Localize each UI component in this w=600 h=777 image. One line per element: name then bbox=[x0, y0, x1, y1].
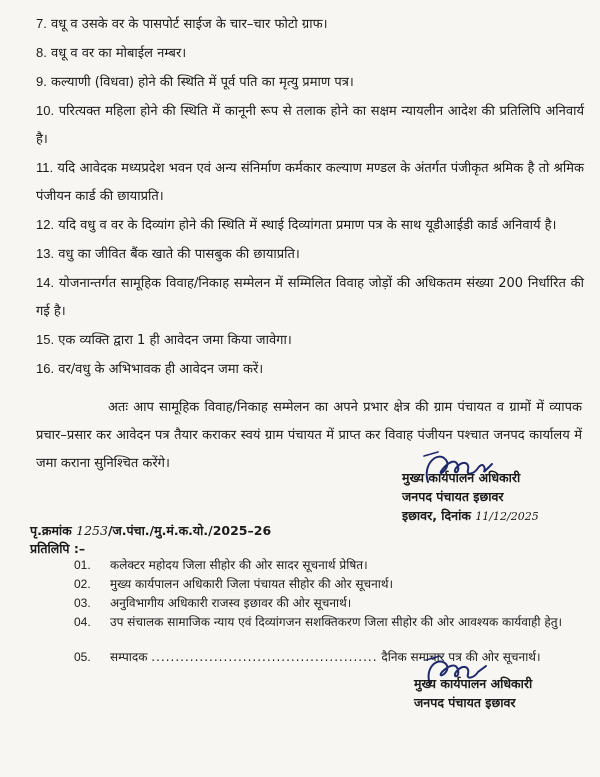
list-item: 10. परित्यक्त महिला होने की स्थिति में कानूनी रूप से तलाक होने का सक्षम न्यायलीन आदेश की प्रतिलिपि अनिवार्य है। bbox=[36, 103, 584, 147]
list-item: 14. योजनान्तर्गत सामूहिक विवाह/निकाह सम्मेलन में सम्मिलित विवाह जोड़ों की अधिकतम संख्या 200 निर्धारित की गई है। bbox=[36, 275, 584, 319]
copy-heading: प्रतिलिपि :– bbox=[30, 541, 86, 556]
list-item: 13. वधु का जीवित बैंक खाते की पासबुक की छायाप्रति। bbox=[36, 246, 300, 262]
list-item: 12. यदि वधु व वर के दिव्यांग होने की स्थिति में स्थाई दिव्यांगता प्रमाण पत्र के साथ यूडीआईडी कार्ड अनिवार्य है। bbox=[36, 217, 557, 233]
handwritten-number: 1253 bbox=[76, 523, 108, 538]
signatory-title: मुख्य कार्यपालन अधिकारी bbox=[402, 470, 521, 485]
signature-block bbox=[402, 468, 539, 526]
instruction-paragraph: अतः आप सामूहिक विवाह/निकाह सम्मेलन का अपने प्रभार क्षेत्र की ग्राम पंचायत व ग्रामों में व्यापक प्रचार–प्रसार कर आवेदन पत्र तैयार कराकर स्वयं ग्राम पंचायत में प्राप्त कर विवाह पंजीयन पश्चात जनपद कार्यालय में जमा कराना सुनिश्चित करेंगे। bbox=[36, 400, 582, 471]
signatory-office: जनपद पंचायत इछावर bbox=[414, 695, 516, 710]
list-item: 7. वधू व उसके वर के पासपोर्ट साईज के चार–चार फोटो ग्राफ। bbox=[36, 16, 328, 32]
copy-item: 02. मुख्य कार्यपालन अधिकारी जिला पंचायत सीहोर की ओर सूचनार्थ। bbox=[74, 577, 394, 591]
list-item: 9. कल्याणी (विधवा) होने की स्थिति में पूर्व पति का मृत्यु प्रमाण पत्र। bbox=[36, 74, 354, 90]
list-item: 15. एक व्यक्ति द्वारा 1 ही आवेदन जमा किया जावेगा। bbox=[36, 332, 292, 348]
copy-item: 04. उप संचालक सामाजिक न्याय एवं दिव्यांगजन सशक्तिकरण जिला सीहोर की ओर आवश्यक कार्यवाही हेतु। bbox=[74, 615, 563, 629]
handwritten-date: 11/12/2025 bbox=[475, 510, 539, 523]
list-item: 8. वधू व वर का मोबाईल नम्बर। bbox=[36, 45, 187, 61]
reference-number: पृ.क्रमांक 1253/ज.पंचा./मु.मं.क.यो./2025–26 bbox=[30, 523, 272, 538]
signature-block bbox=[414, 674, 532, 712]
copy-list bbox=[74, 556, 574, 667]
signatory-office: जनपद पंचायत इछावर bbox=[402, 489, 504, 504]
list-item: 11. यदि आवेदक मध्यप्रदेश भवन एवं अन्य संनिर्माण कर्मकार कल्याण मण्डल के अंतर्गत पंजीकृत श्रमिक है तो श्रमिक पंजीयन कार्ड की छायाप्रति। bbox=[36, 160, 584, 204]
copy-item: 03. अनुविभागीय अधिकारी राजस्व इछावर की ओर सूचनार्थ। bbox=[74, 596, 352, 610]
list-item: 16. वर/वधु के अभिभावक ही आवेदन जमा करें। bbox=[36, 361, 264, 377]
copy-item: 01. कलेक्टर महोदय जिला सीहोर की ओर सादर सूचनार्थ प्रेषित। bbox=[74, 558, 368, 572]
copy-item: 05. सम्पादक ............................................... दैनिक समाचार पत्र की ओर सूचनार्थ। bbox=[74, 650, 541, 664]
signatory-title: मुख्य कार्यपालन अधिकारी bbox=[414, 676, 533, 691]
requirements-list bbox=[36, 10, 584, 384]
place-date: इछावर, दिनांक 11/12/2025 bbox=[402, 508, 539, 523]
